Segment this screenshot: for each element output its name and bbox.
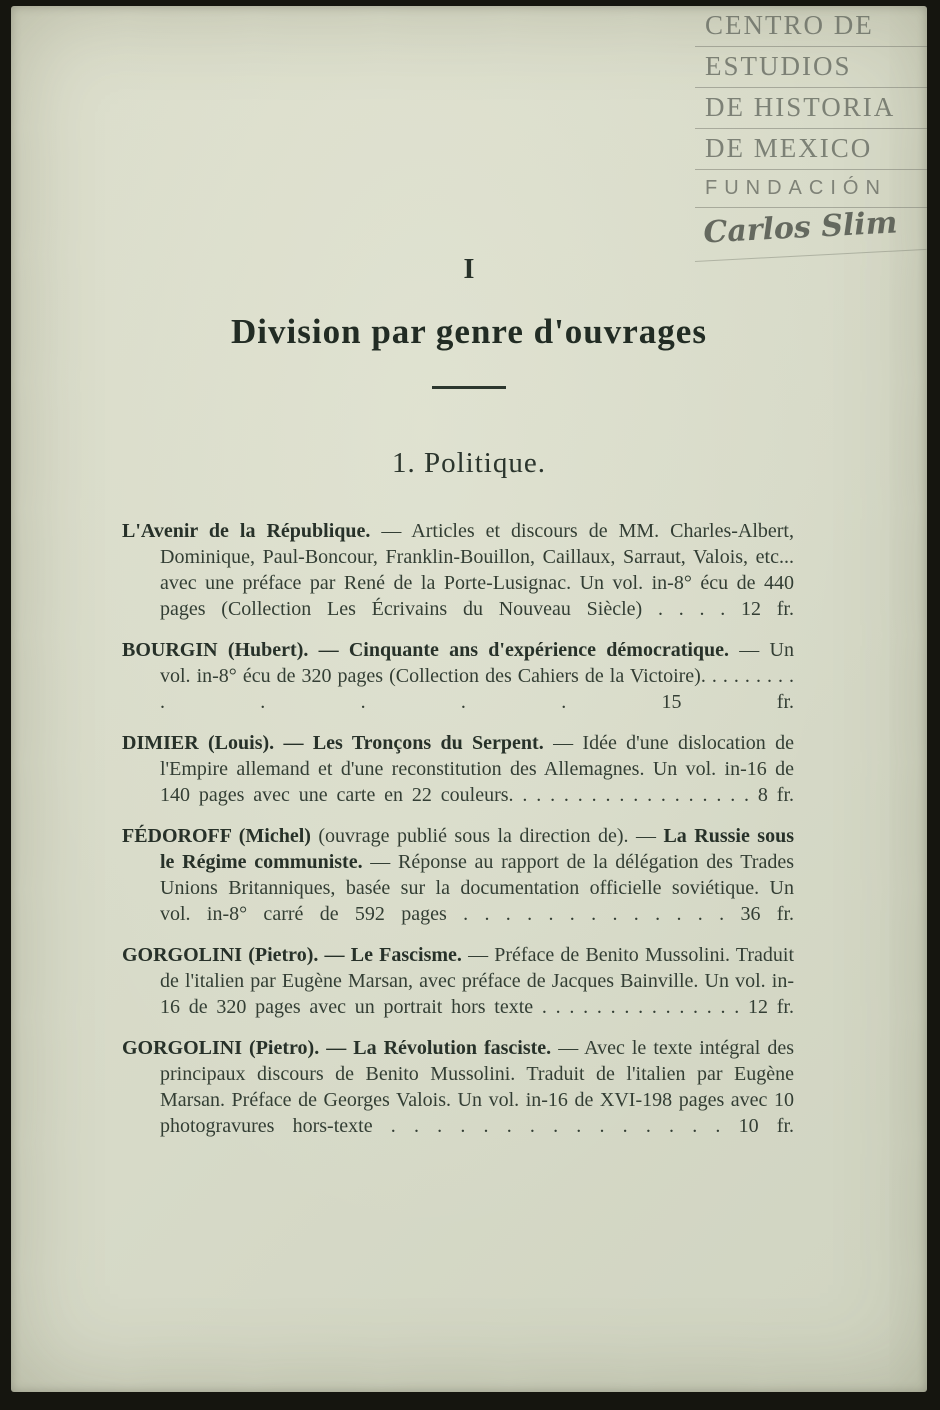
entry-title: L'Avenir de la République. <box>122 520 371 542</box>
catalog-entry <box>122 637 794 715</box>
page-title: Division par genre d'ouvrages <box>231 312 707 351</box>
entry-author: FÉDOROFF (Michel) <box>122 825 311 847</box>
scanned-page <box>11 6 927 1392</box>
entry-title: GORGOLINI (Pietro). — Le Fascisme. <box>122 944 462 966</box>
divider-rule <box>432 386 506 389</box>
entry-text: — Articles et discours de MM. Charles-Albert, Dominique, Paul-Boncour, Franklin-Bouillon, Caillaux, Sarraut, Valois, etc... avec une préface par René de la Porte-Lusignac. Un vol. in-8° écu de 440 pages (Collection Les Écrivains du Nouveau Siècle) . . . . <box>160 520 794 620</box>
entry-price: 36 fr. <box>740 903 795 925</box>
entry-text: — Avec le texte intégral des principaux discours de Benito Mussolini. Traduit de l'italien par Eugène Marsan. Préface de Georges Valois. Un vol. in-16 de XVI-198 pages avec 10 photogravures hors-texte . . . . . . . . . . . . . . . <box>160 1037 795 1137</box>
library-watermark <box>695 6 927 262</box>
catalog-entry <box>122 823 794 927</box>
entry-text: — Idée d'une dislocation de l'Empire allemand et d'une reconstitution des Allemagnes. Un vol. in-16 de 140 pages avec une carte en 22 couleurs. . . . . . . . . . . . . . . . . . <box>160 732 794 806</box>
watermark-line: ESTUDIOS <box>695 47 927 88</box>
entry-price: 15 fr. <box>661 691 794 713</box>
entry-title: DIMIER (Louis). — Les Tronçons du Serpent. <box>122 732 544 754</box>
watermark-signature: Carlos Slim <box>692 196 927 262</box>
entry-title: BOURGIN (Hubert). — Cinquante ans d'expérience démocratique. <box>122 639 730 661</box>
entry-price: 12 fr. <box>741 598 794 620</box>
catalog-entry <box>122 730 794 808</box>
watermark-foundation: FUNDACIÓN <box>695 170 927 208</box>
entry-price: 10 fr. <box>738 1115 794 1137</box>
catalog-entries <box>122 518 794 1139</box>
entry-title: GORGOLINI (Pietro). — La Révolution fasciste. <box>122 1037 552 1059</box>
watermark-line: DE HISTORIA <box>695 88 927 129</box>
catalog-entry <box>122 518 794 622</box>
entry-text: (ouvrage publié sous la direction de). — <box>310 825 664 847</box>
entry-price: 8 fr. <box>757 784 794 806</box>
section-number: I <box>463 254 475 285</box>
entry-text: — Réponse au rapport de la délégation des Trades Unions Britanniques, basée sur la documentation officielle soviétique. Un vol. in-8° carré de 592 pages . . . . . . . . . . . . . <box>160 851 794 925</box>
watermark-line: DE MEXICO <box>695 129 927 170</box>
entry-text: — Préface de Benito Mussolini. Traduit de l'italien par Eugène Marsan, avec préface de Jacques Bainville. Un vol. in-16 de 320 pages avec un portrait hors texte . . . . . . . . . . . . . . . <box>160 944 794 1018</box>
catalog-entry <box>122 1035 794 1139</box>
entry-price: 12 fr. <box>748 996 794 1018</box>
subsection-heading: 1. Politique. <box>392 447 546 479</box>
entry-text: — Un vol. in-8° écu de 320 pages (Collection des Cahiers de la Victoire). . . . . . . . . . . . . . <box>160 639 794 713</box>
entry-title: La Russie sous le Régime communiste. <box>160 825 794 873</box>
catalog-entry <box>122 942 794 1020</box>
watermark-line: CENTRO DE <box>695 6 927 47</box>
